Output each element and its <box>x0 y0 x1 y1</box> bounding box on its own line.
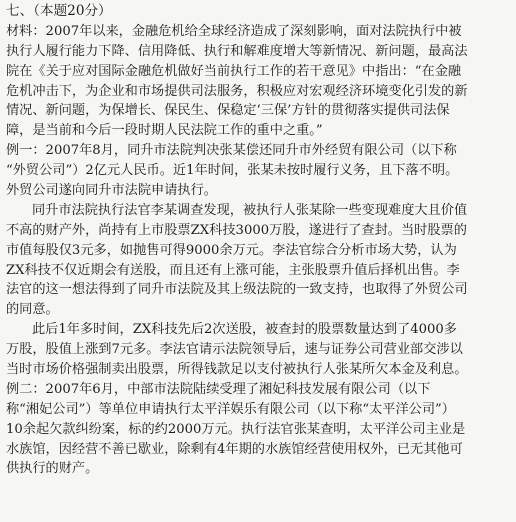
example-one-line: 万股，股值上涨到7元多。李法官请示法院领导后，速与证券公司营业部交涉以 <box>6 342 463 358</box>
material-line: 情况、新问题，为保增长、保民生、保稳定‘三保’方针的贯彻落实提供司法保 <box>6 103 450 119</box>
example-two-line: 10余起欠款纠纷案，标的约2000万元。执行法官张某查明，太平洋公司主业是 <box>6 421 466 437</box>
example-one-line: 外贸公司遂向同升市法院申请执行。 <box>6 183 217 199</box>
example-one-line: 不高的财产外，尚持有上市股票ZX科技3000万股，遂进行了查封。当时股票的 <box>6 222 467 238</box>
material-line: 材料：2007年以来，金融危机给全球经济造成了深刻影响，面对法院执行中被 <box>6 23 462 39</box>
example-one-line: 例一：2007年8月，同升市法院判决张某偿还同升市外经贸有限公司（以下称 <box>6 143 457 159</box>
example-one-line: “外贸公司”）2亿元人民币。近1年时间，张某未按时履行义务，且下落不明。 <box>6 163 459 179</box>
example-one-line: 法官的这一想法得到了同升市法院及其上级法院的一致支持，也取得了外贸公司 <box>6 282 468 298</box>
example-one-line: 市值每股仅3元多，如抛售可得9000余万元。李法官综合分析市场大势，认为 <box>6 242 457 258</box>
example-one-line: 此后1年多时间，ZX科技先后2次送股，被查封的股票数量达到了4000多 <box>32 322 457 338</box>
material-line: 执行人履行能力下降、信用降低、执行和解难度增大等新情况、新问题，最高法 <box>6 43 468 59</box>
example-two-line: 供执行的财产。 <box>6 461 99 477</box>
example-one-line: 同升市法院执行法官李某调查发现，被执行人张某除一些变现难度大且价值 <box>32 202 468 218</box>
example-one-line: 的同意。 <box>6 302 59 318</box>
example-two-line: 称“湘妃公司”）等单位申请执行太平洋娱乐有限公司（以下称“太平洋公司”） <box>6 401 455 417</box>
material-line: 院在《关于应对国际金融危机做好当前执行工作的若干意见》中指出：“在金融 <box>6 63 462 79</box>
material-line: 障，是当前和今后一段时期人民法院工作的重中之重。” <box>6 123 323 139</box>
example-two-line: 水族馆，因经营不善已歇业，除剩有4年期的水族馆经营使用权外，已无其他可 <box>6 441 463 457</box>
question-heading: 七、（本题20分） <box>6 3 112 19</box>
example-two-line: 例二：2007年6月，中部市法院陆续受理了湘妃科技发展有限公司（以下 <box>6 381 431 397</box>
material-line: 危机冲击下，为企业和市场提供司法服务，积极应对宏观经济环境变化引发的新 <box>6 83 468 99</box>
example-one-line: ZX科技不仅近期会有送股，而且还有上涨可能，主张股票升值后择机出售。李 <box>6 262 460 278</box>
example-one-line: 当时市场价格强制卖出股票，所得钱款足以支付被执行人张某所欠本金及利息。 <box>6 362 468 378</box>
